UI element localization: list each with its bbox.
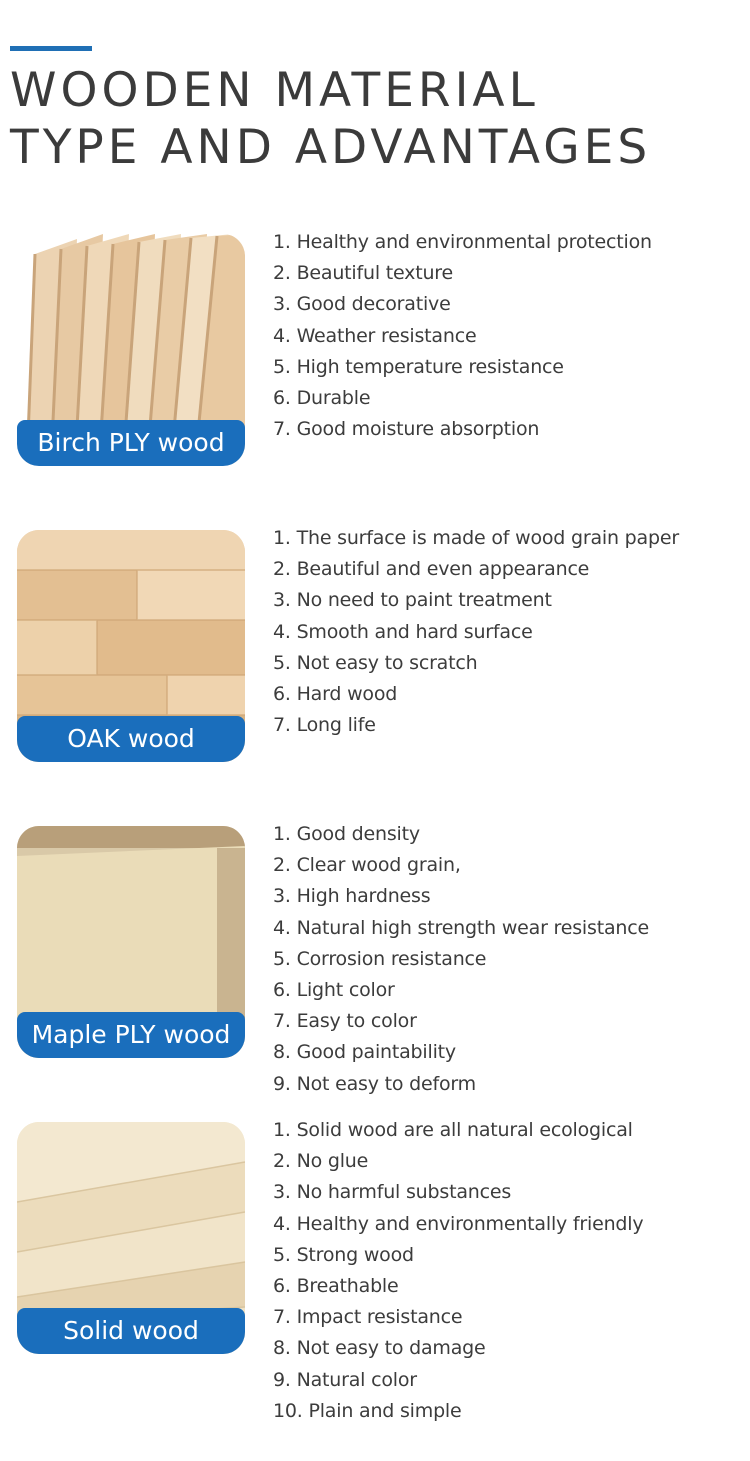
material-card-birch — [17, 234, 245, 466]
feature-item: 3. High hardness — [273, 885, 431, 908]
feature-item: 5. Corrosion resistance — [273, 947, 487, 970]
feature-item: 5. High temperature resistance — [273, 355, 564, 378]
feature-item: 7. Good moisture absorption — [273, 418, 540, 441]
material-card-maple — [17, 826, 245, 1058]
feature-item: 3. No harmful substances — [273, 1181, 512, 1204]
feature-item: 5. Strong wood — [273, 1243, 414, 1266]
feature-item: 6. Hard wood — [273, 683, 398, 706]
feature-item: 1. Healthy and environmental protection — [273, 231, 652, 253]
feature-list-oak — [273, 523, 743, 741]
material-label-oak: OAK wood — [17, 716, 245, 762]
feature-item: 1. Solid wood are all natural ecological — [273, 1119, 633, 1141]
feature-item: 7. Impact resistance — [273, 1306, 463, 1329]
feature-item: 1. Good density — [273, 823, 420, 845]
title-accent-bar — [10, 46, 92, 51]
feature-item: 3. Good decorative — [273, 293, 451, 316]
feature-item: 2. Clear wood grain, — [273, 854, 461, 877]
feature-item: 6. Light color — [273, 979, 395, 1002]
feature-list-solid — [273, 1115, 743, 1427]
feature-item: 6. Breathable — [273, 1275, 399, 1298]
feature-list-birch — [273, 227, 743, 445]
feature-item: 1. The surface is made of wood grain paper — [273, 527, 679, 549]
feature-item: 2. Beautiful and even appearance — [273, 558, 590, 581]
material-label-maple: Maple PLY wood — [17, 1012, 245, 1058]
page-title-line-1: WOODEN MATERIAL — [10, 63, 539, 118]
feature-item: 8. Not easy to damage — [273, 1337, 486, 1360]
page-title — [10, 62, 740, 176]
feature-item: 9. Natural color — [273, 1368, 417, 1391]
feature-item: 2. No glue — [273, 1150, 369, 1173]
material-card-solid — [17, 1122, 245, 1354]
feature-item: 2. Beautiful texture — [273, 262, 453, 285]
material-label-birch: Birch PLY wood — [17, 420, 245, 466]
feature-item: 4. Smooth and hard surface — [273, 620, 533, 643]
feature-item: 6. Durable — [273, 387, 371, 410]
page-title-line-2: TYPE AND ADVANTAGES — [10, 120, 652, 175]
material-card-oak — [17, 530, 245, 762]
feature-item: 7. Long life — [273, 714, 376, 737]
feature-item: 4. Weather resistance — [273, 324, 477, 347]
feature-item: 8. Good paintability — [273, 1041, 456, 1064]
feature-item: 5. Not easy to scratch — [273, 651, 478, 674]
feature-item: 4. Healthy and environmentally friendly — [273, 1212, 644, 1235]
feature-item: 7. Easy to color — [273, 1010, 417, 1033]
feature-item: 9. Not easy to deform — [273, 1072, 476, 1095]
feature-item: 4. Natural high strength wear resistance — [273, 916, 649, 939]
material-label-solid: Solid wood — [17, 1308, 245, 1354]
feature-item: 10. Plain and simple — [273, 1399, 462, 1422]
feature-list-maple — [273, 819, 743, 1100]
feature-item: 3. No need to paint treatment — [273, 589, 552, 612]
